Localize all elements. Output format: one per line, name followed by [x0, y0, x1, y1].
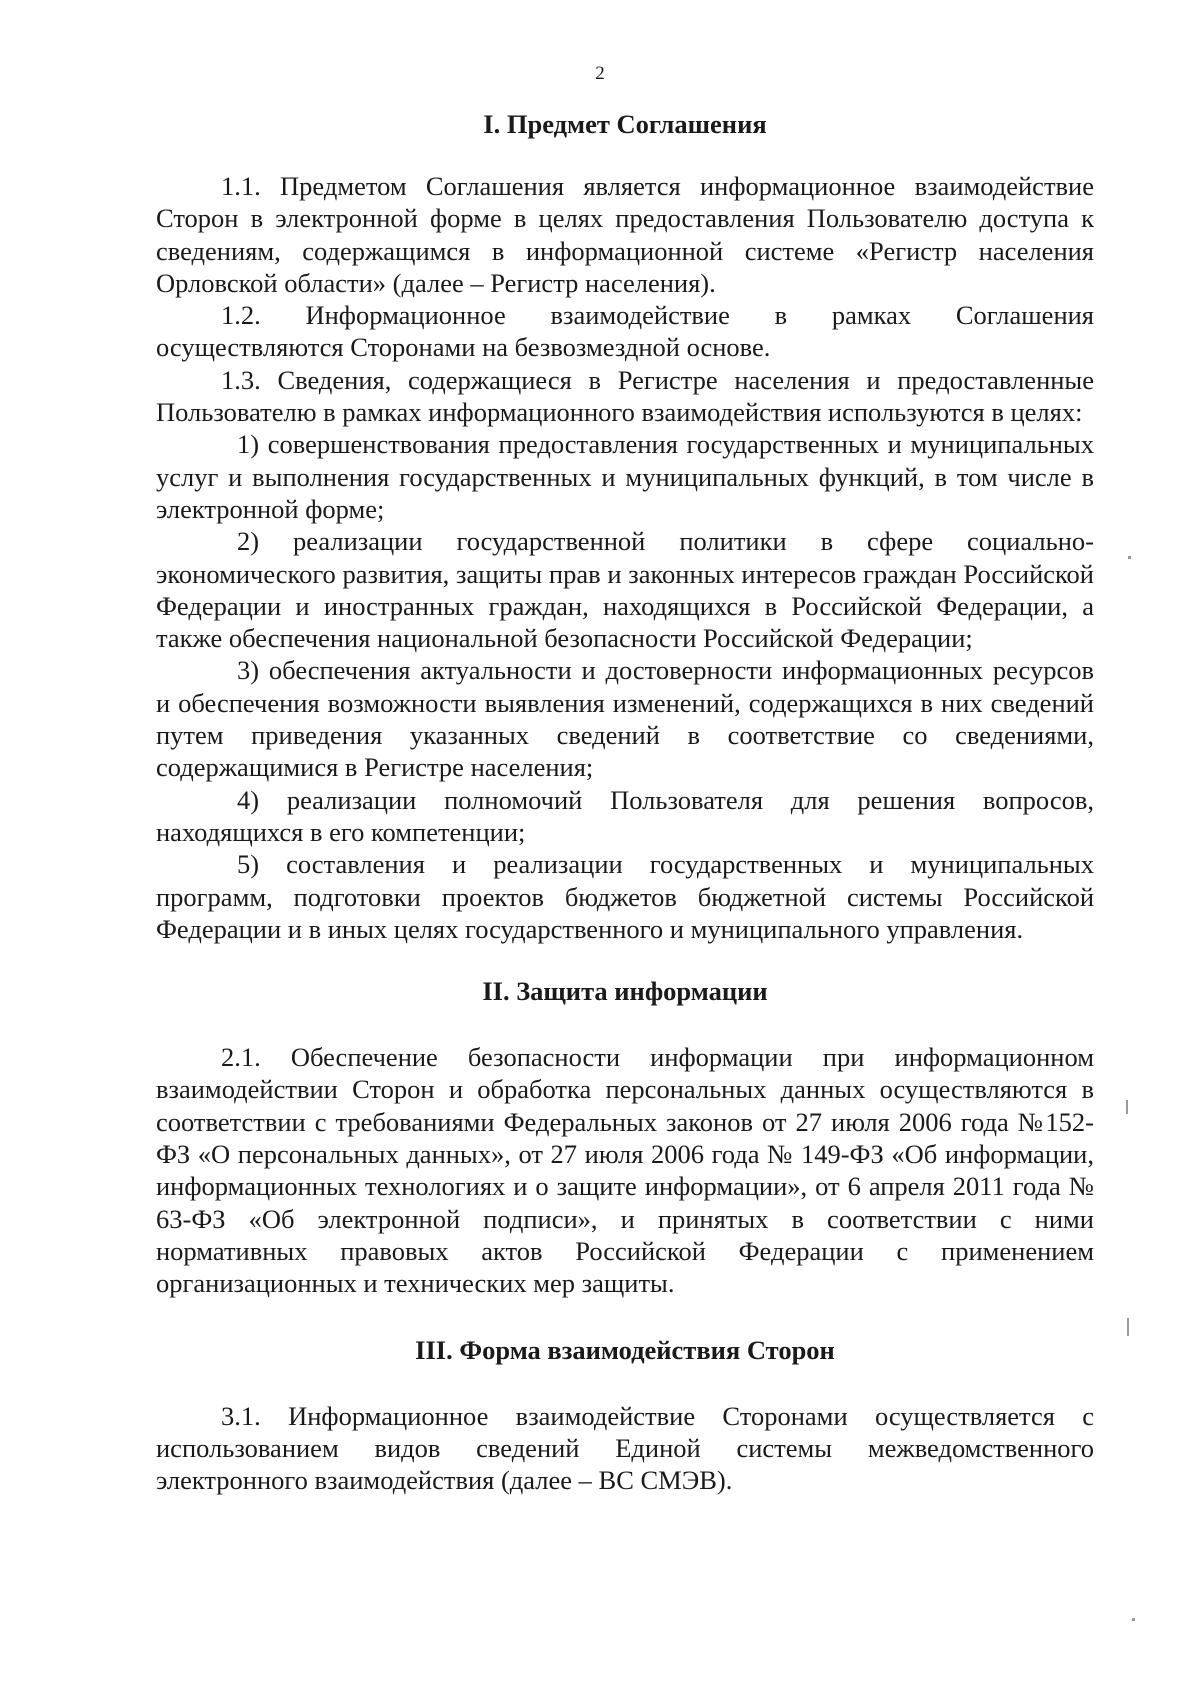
- page-number: 2: [595, 63, 605, 84]
- purpose-item-4: 4) реализации полномочий Пользователя для решения вопросов, находящихся в его компетенции;: [156, 784, 1094, 847]
- scan-artifact: [1132, 1618, 1135, 1621]
- section-2-title: II. Защита информации: [482, 976, 768, 1007]
- purpose-item-3: 3) обеспечения актуальности и достоверности информационных ресурсов и обеспечения возможности выявления изменений, содержащихся в них сведений путем приведения указанных сведений в соответствие со сведениями, содержащимися в Регистре населения;: [156, 655, 1094, 783]
- paragraph-1-3: 1.3. Сведения, содержащиеся в Регистре населения и предоставленные Пользователю в рамках информационного взаимодействия используются в целях:: [156, 364, 1094, 428]
- paragraph-1-2: 1.2. Информационное взаимодействие в рамках Соглашения осуществляются Сторонами на безвозмездной основе.: [156, 300, 1094, 363]
- scan-artifact: [1128, 556, 1131, 559]
- purpose-item-5: 5) составления и реализации государственных и муниципальных программ, подготовки проектов бюджетов бюджетной системы Российской Федерации и в иных целях государственного и муниципального управления.: [156, 849, 1094, 944]
- purpose-item-1: 1) совершенствования предоставления государственных и муниципальных услуг и выполнения государственных и муниципальных функций, в том числе в электронной форме;: [156, 429, 1094, 524]
- purpose-item-2: 2) реализации государственной политики в сфере социально-экономического развития, защиты прав и законных интересов граждан Российской Федерации и иностранных граждан, находящихся в Российской Федерации, а также обеспечения национальной безопасности Российской Федерации;: [156, 526, 1094, 654]
- section-1-title: I. Предмет Соглашения: [483, 109, 767, 139]
- scan-artifact: [1126, 1100, 1128, 1114]
- paragraph-2-1: 2.1. Обеспечение безопасности информации при информационном взаимодействии Сторон и обработка персональных данных осуществляются в соответствии с требованиями Федеральных законов от 27 июля 2006 года №152-ФЗ «О персональных данных», от 27 июля 2006 года № 149-ФЗ «Об информации, информационных технологиях и о защите информации», от 6 апреля 2011 года № 63-ФЗ «Об электронной подписи», и принятых в соответствии с ними нормативных правовых актов Российской Федерации с применением организационных и технических мер защиты.: [156, 1042, 1094, 1299]
- section-3-title: III. Форма взаимодействия Сторон: [415, 1334, 835, 1365]
- paragraph-1-1: 1.1. Предметом Соглашения является информационное взаимодействие Сторон в электронной форме в целях предоставления Пользователю доступа к сведениям, содержащимся в информационной системе «Регистр населения Орловской области» (далее – Регистр населения).: [156, 171, 1094, 298]
- document-body: [156, 108, 1094, 1496]
- scan-artifact: [1127, 1318, 1129, 1336]
- paragraph-3-1: 3.1. Информационное взаимодействие Сторонами осуществляется с использованием видов сведений Единой системы межведомственного электронного взаимодействия (далее – ВС СМЭВ).: [156, 1400, 1094, 1496]
